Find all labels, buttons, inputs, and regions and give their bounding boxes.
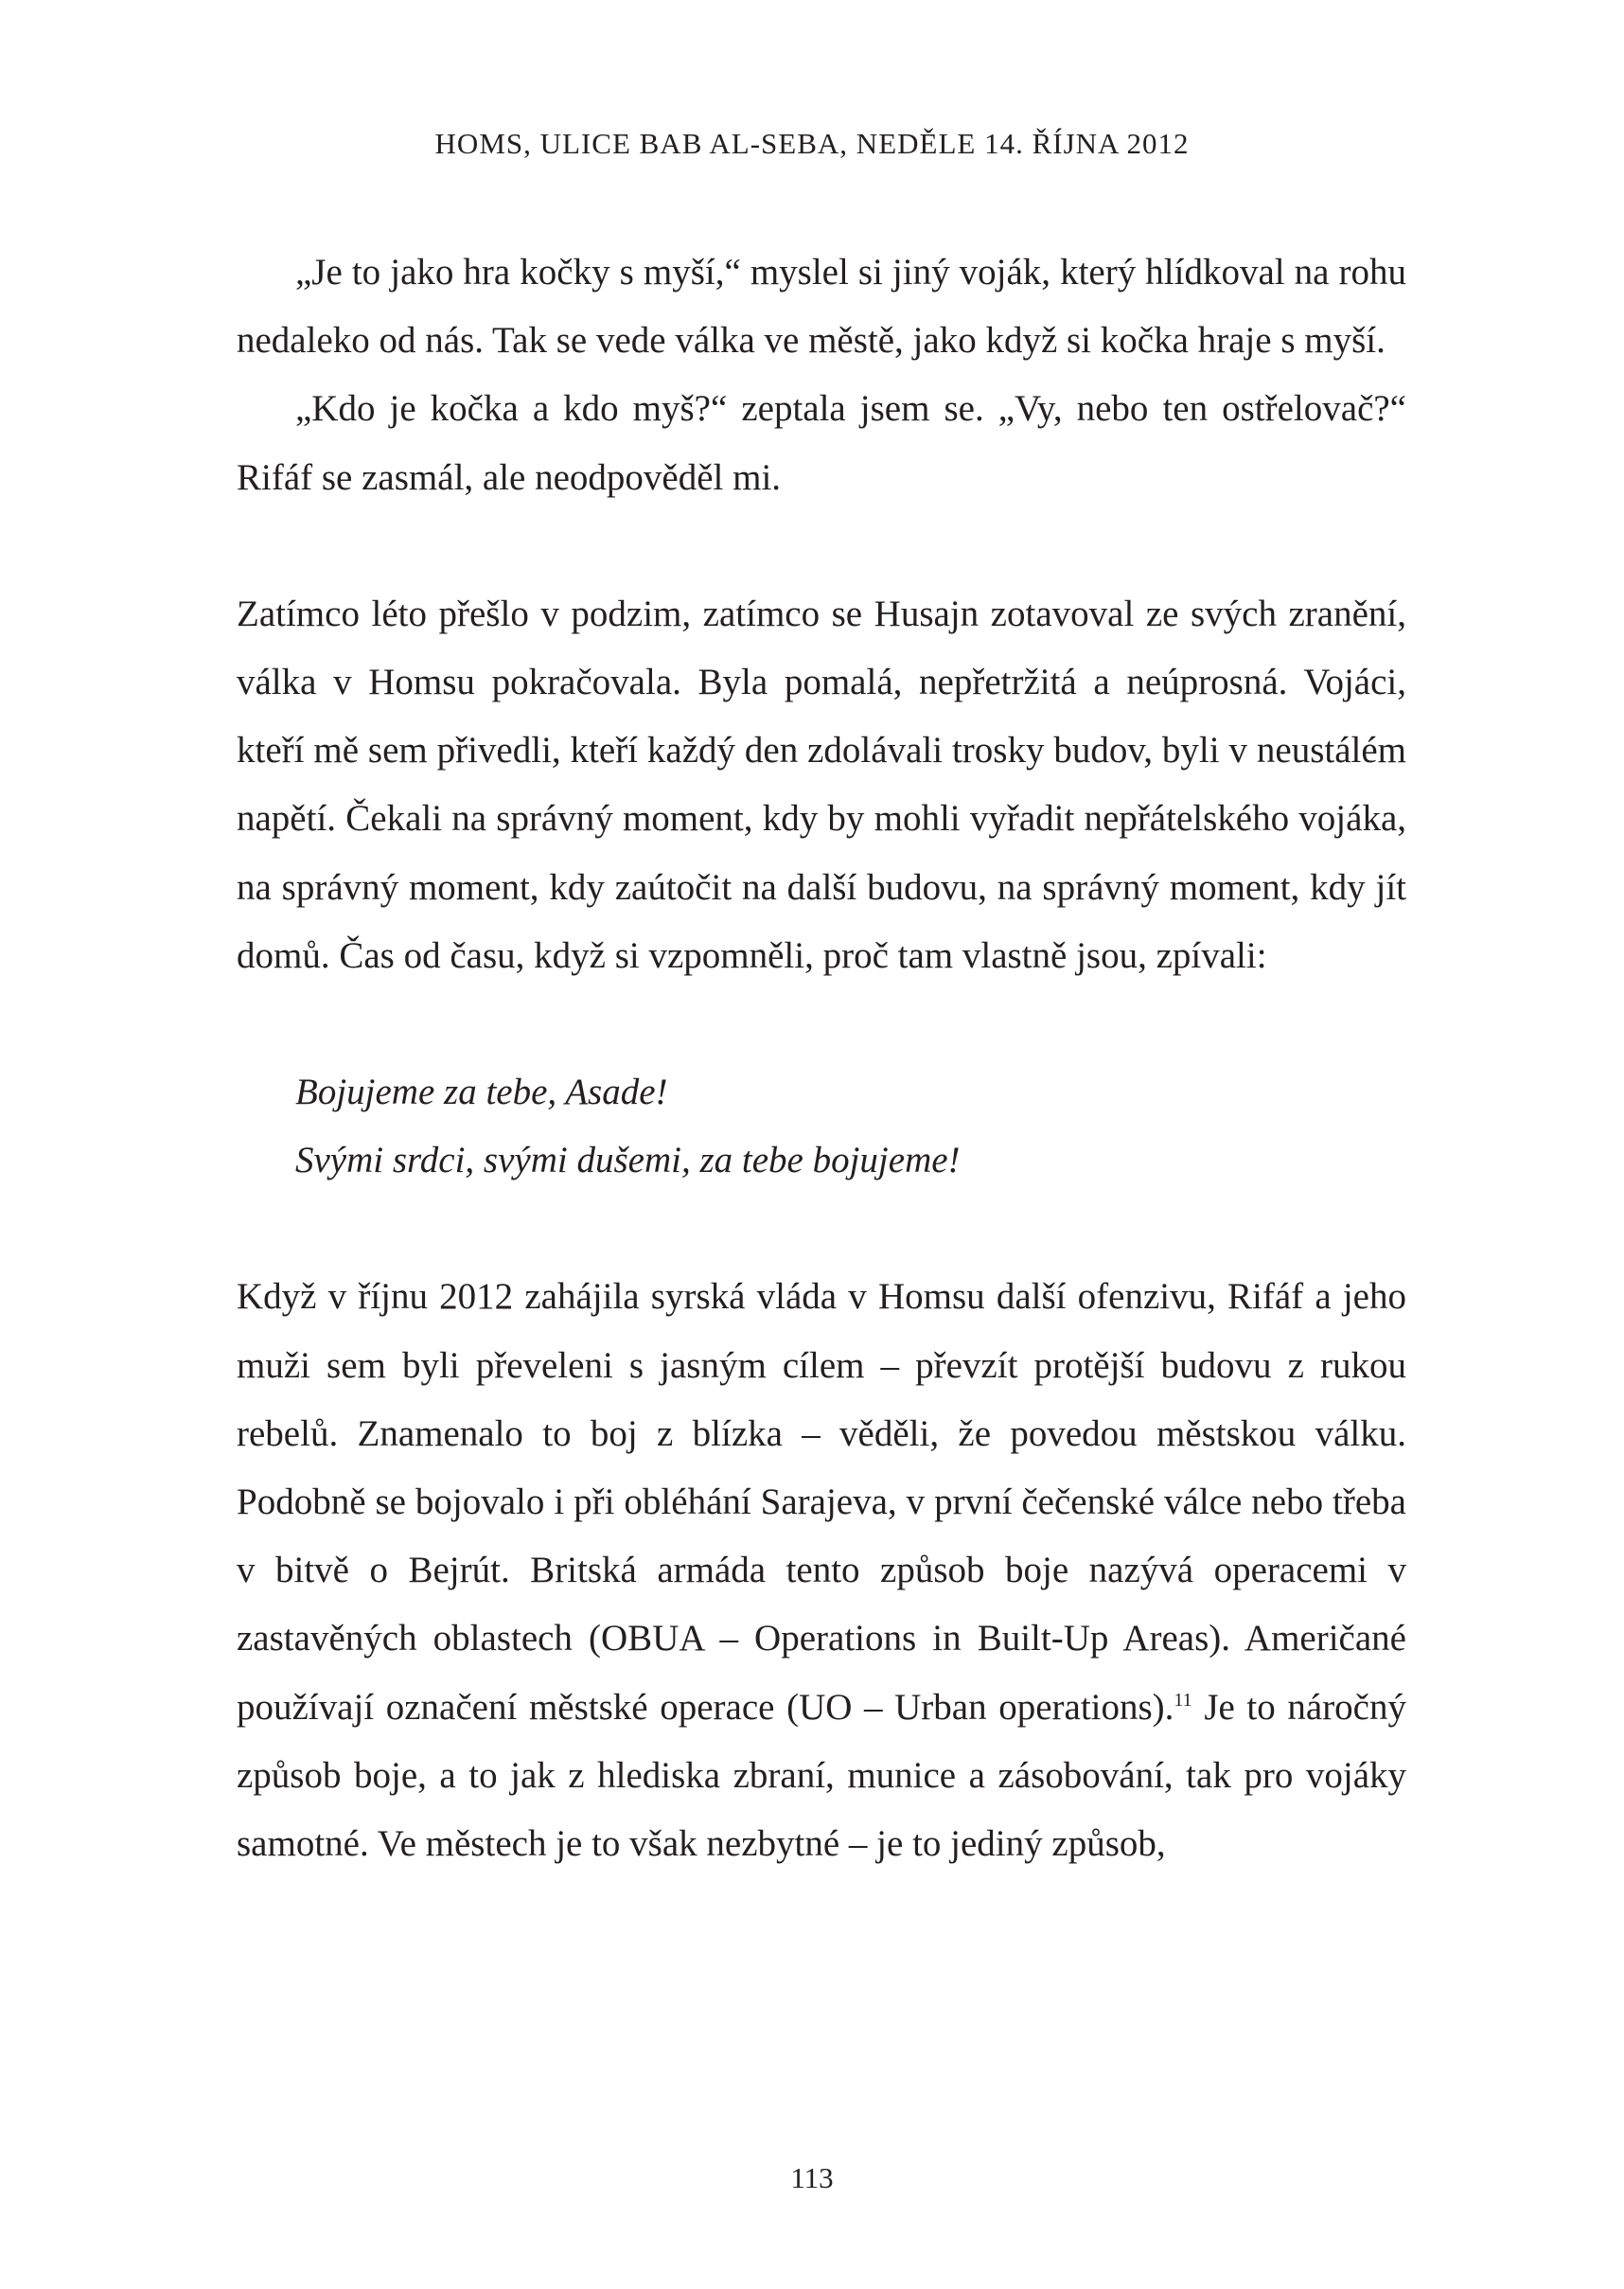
paragraph-4-end: Je to náročný způsob boje, a to jak z hlediska zbraní, munice a zásobování, tak pro vojáky samotné. Ve městech je to však nezbytné – je to jediný způsob, [237, 1686, 1406, 1865]
paragraph-1: „Je to jako hra kočky s myší,“ myslel si jiný voják, který hlídkoval na rohu nedaleko od nás. Tak se vede válka ve městě, jako když si kočka hraje s myší. [237, 252, 1406, 362]
main-text [237, 239, 1406, 1878]
paragraph-4-start: Když v říjnu 2012 zahájila syrská vláda v Homsu další ofenzivu, Rifáf a jeho muži sem byli převeleni s jasným cílem – převzít protější budovu z rukou rebelů. Znamenalo to boj z blízka – věděli, že povedou městskou válku. Podobně se bojovalo i při obléhání Sarajeva, v první čečenské válce nebo třeba v bitvě o Bejrút. Britská armáda tento způsob boje nazývá operacemi v zastavěných oblastech (OBUA – Operations in Built-Up Areas). Američané používají označení městské operace (UO – Urban operations). [237, 1276, 1406, 1728]
paragraph-2: „Kdo je kočka a kdo myš?“ zeptala jsem se. „Vy, nebo ten ostřelovač?“ Rifáf se zasmál, ale neodpověděl mi. [237, 388, 1406, 498]
section-gap [237, 512, 1406, 580]
footnote-reference[interactable]: 11 [1174, 1689, 1192, 1711]
section-gap [237, 1195, 1406, 1263]
paragraph-4 [237, 1263, 1406, 1878]
section-gap [237, 990, 1406, 1058]
running-header: HOMS, ULICE BAB AL-SEBA, NEDĚLE 14. ŘÍJNA 2012 [434, 127, 1190, 160]
paragraph-3: Zatímco léto přešlo v podzim, zatímco se Husajn zotavoval ze svých zranění, válka v Homsu pokračovala. Byla pomalá, nepřetržitá a neúprosná. Vojáci, kteří mě sem přivedli, kteří každý den zdolávali trosky budov, byli v neustálém napětí. Čekali na správný moment, kdy by mohli vyřadit nepřátelského vojáka, na správný moment, kdy zaútočit na další budovu, na správný moment, kdy jít domů. Čas od času, když si vzpomněli, proč tam vlastně jsou, zpívali: [237, 593, 1406, 976]
verse-quote [237, 1058, 1406, 1195]
verse-line-1: Bojujeme za tebe, Asade! [295, 1072, 668, 1113]
verse-line-2: Svými srdci, svými dušemi, za tebe bojujeme! [295, 1140, 961, 1181]
page-number: 113 [790, 2161, 834, 2194]
